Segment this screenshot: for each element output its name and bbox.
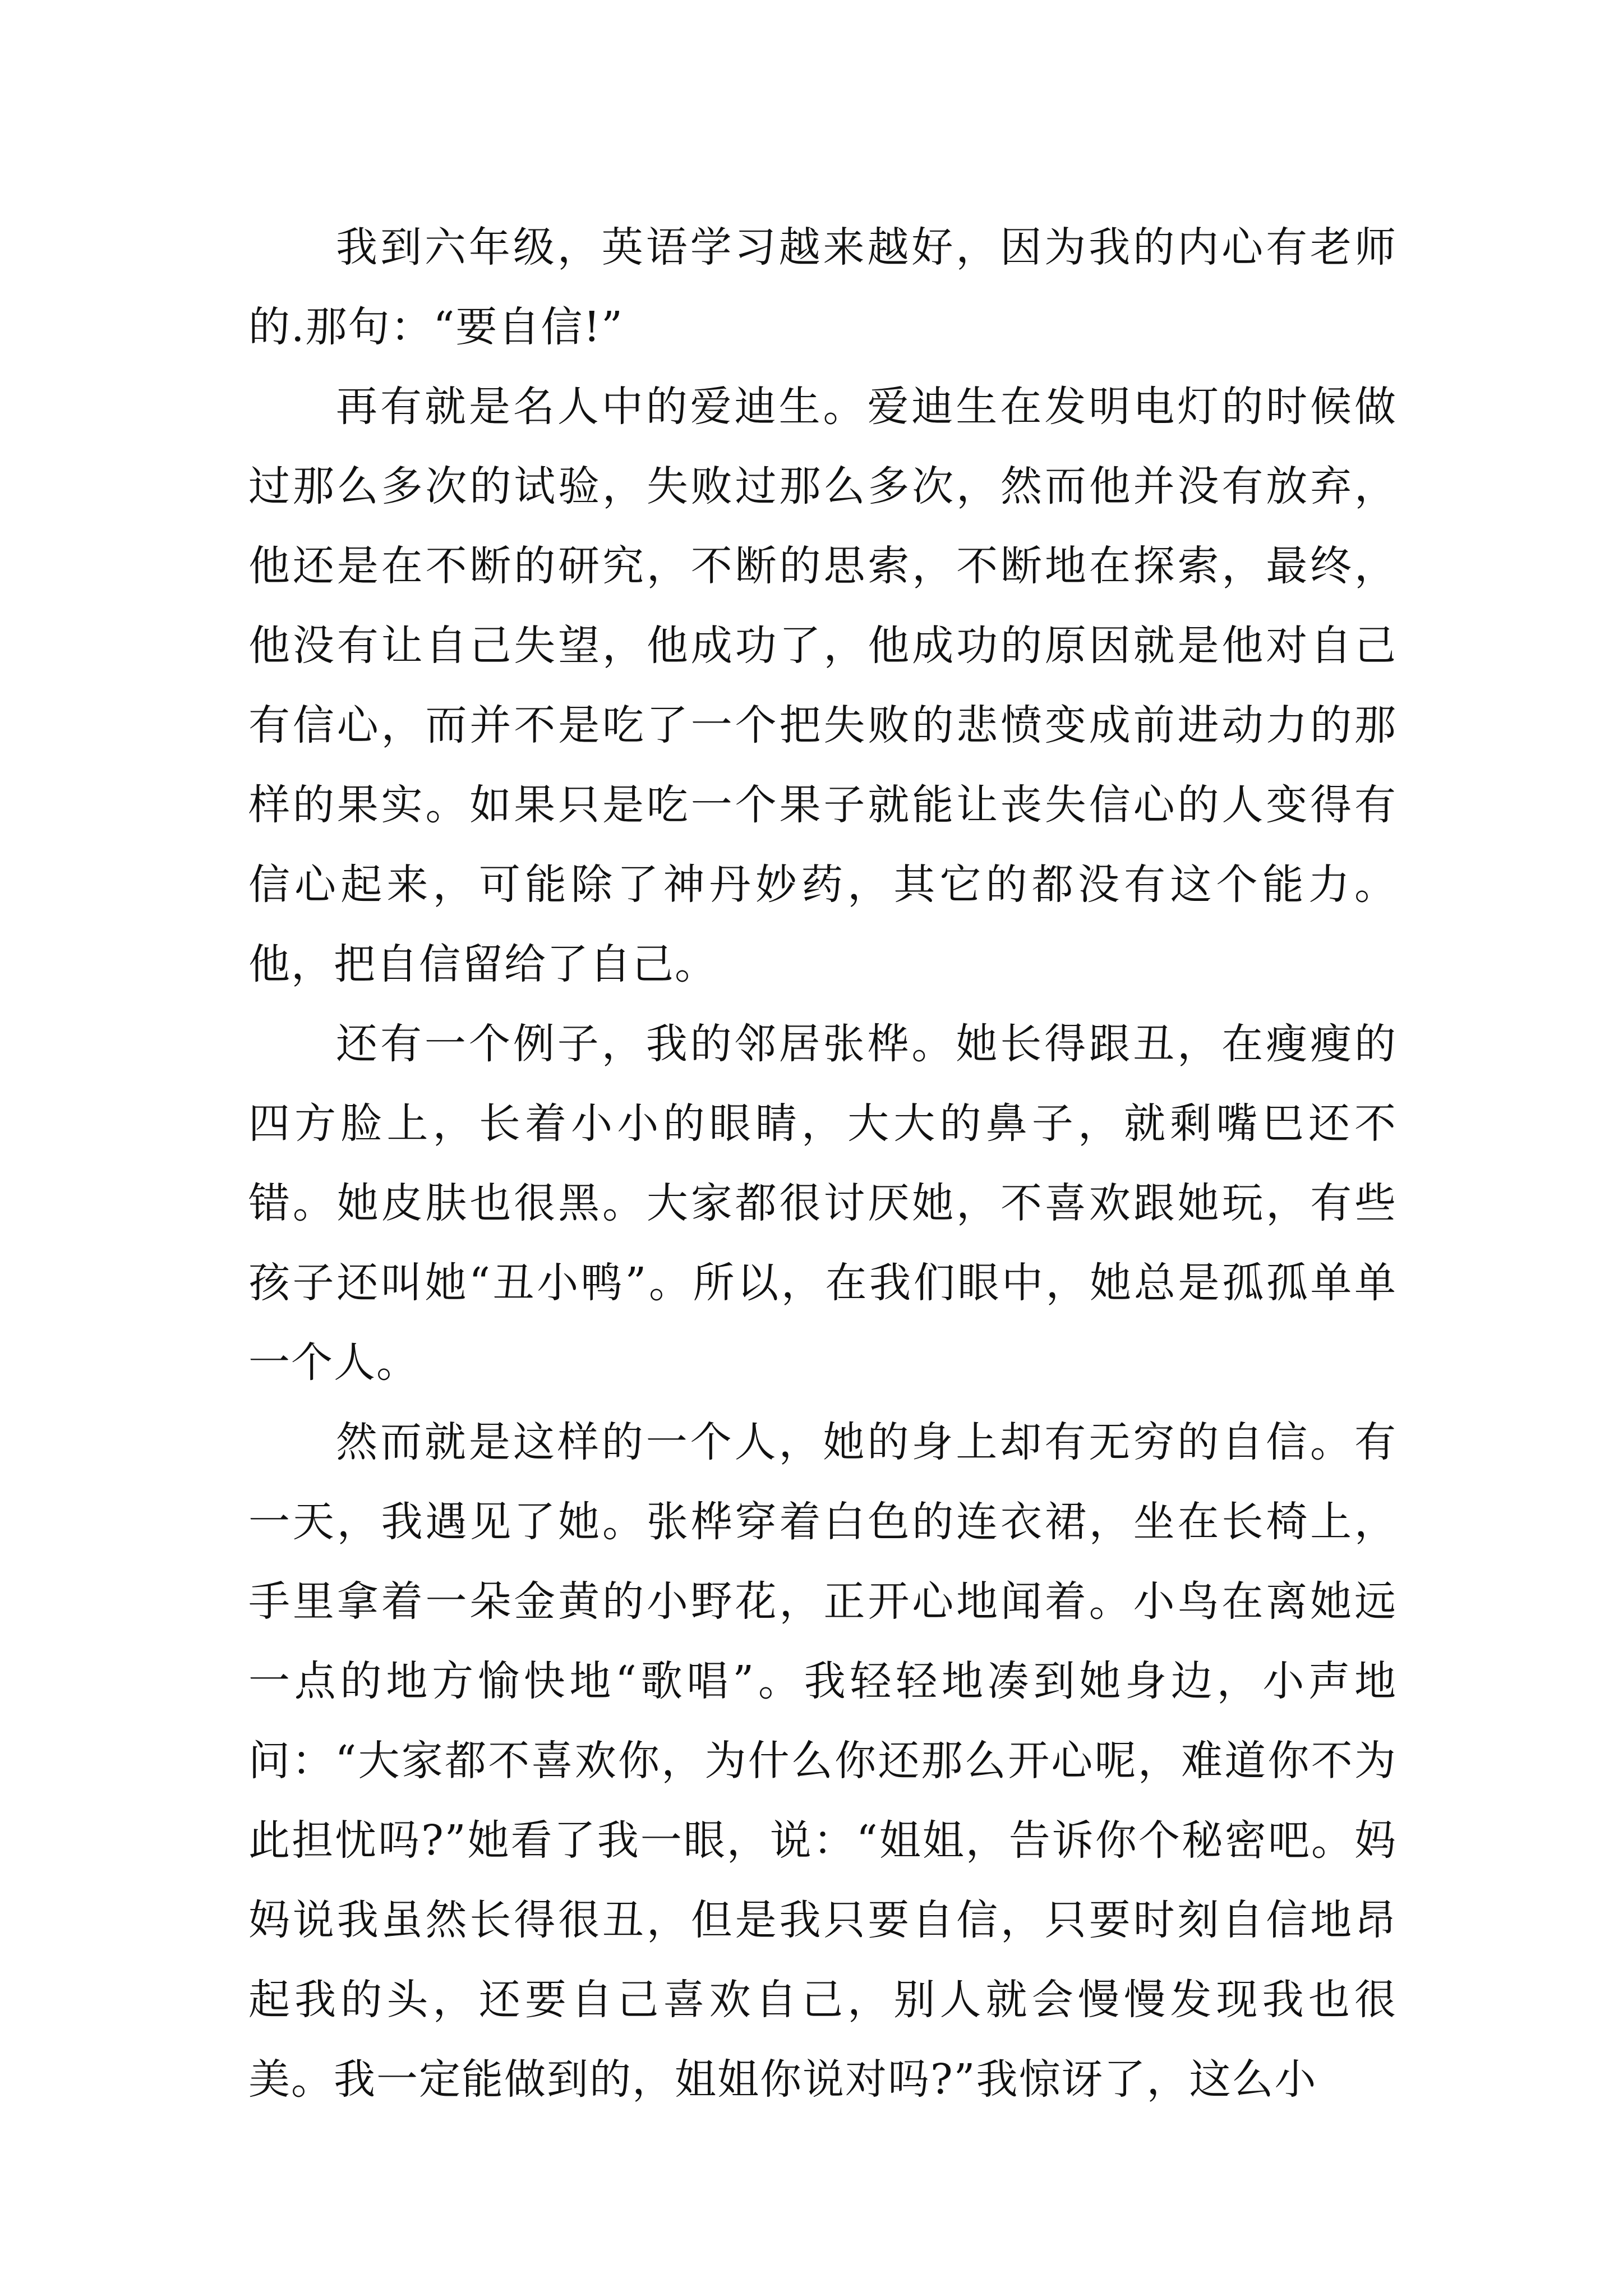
paragraph-2: 再有就是名人中的爱迪生。爱迪生在发明电灯的时候做过那么多次的试验，失败过那么多次，然而他并没有放弃，他还是在不断的研究，不断的思索，不断地在探索，最终，他没有让自己失望，他成功了，他成功的原因就是他对自己有信心，而并不是吃了一个把失败的悲愤变成前进动力的那样的果实。如果只是吃一个果子就能让丧失信心的人变得有信心起来，可能除了神丹妙药，其它的都没有这个能力。他，把自信留给了自己。 (248, 383, 1397, 988)
document-body (248, 208, 1397, 2119)
paragraph-1: 我到六年级，英语学习越来越好，因为我的内心有老师的.那句：“要自信!” (248, 223, 1397, 351)
paragraph-3: 还有一个例子，我的邻居张桦。她长得跟丑，在瘦瘦的四方脸上，长着小小的眼睛，大大的鼻子，就剩嘴巴还不错。她皮肤也很黑。大家都很讨厌她，不喜欢跟她玩，有些孩子还叫她“丑小鸭”。所以，在我们眼中，她总是孤孤单单一个人。 (248, 1020, 1397, 1387)
paragraph-4: 然而就是这样的一个人，她的身上却有无穷的自信。有一天，我遇见了她。张桦穿着白色的连衣裙，坐在长椅上，手里拿着一朵金黄的小野花，正开心地闻着。小鸟在离她远一点的地方愉快地“歌唱”。我轻轻地凑到她身边，小声地问：“大家都不喜欢你，为什么你还那么开心呢，难道你不为此担忧吗?”她看了我一眼，说：“姐姐，告诉你个秘密吧。妈妈说我虽然长得很丑，但是我只要自信，只要时刻自信地昂起我的头，还要自己喜欢自己，别人就会慢慢发现我也很美。我一定能做到的，姐姐你说对吗?”我惊讶了，这么小 (248, 1418, 1397, 2104)
